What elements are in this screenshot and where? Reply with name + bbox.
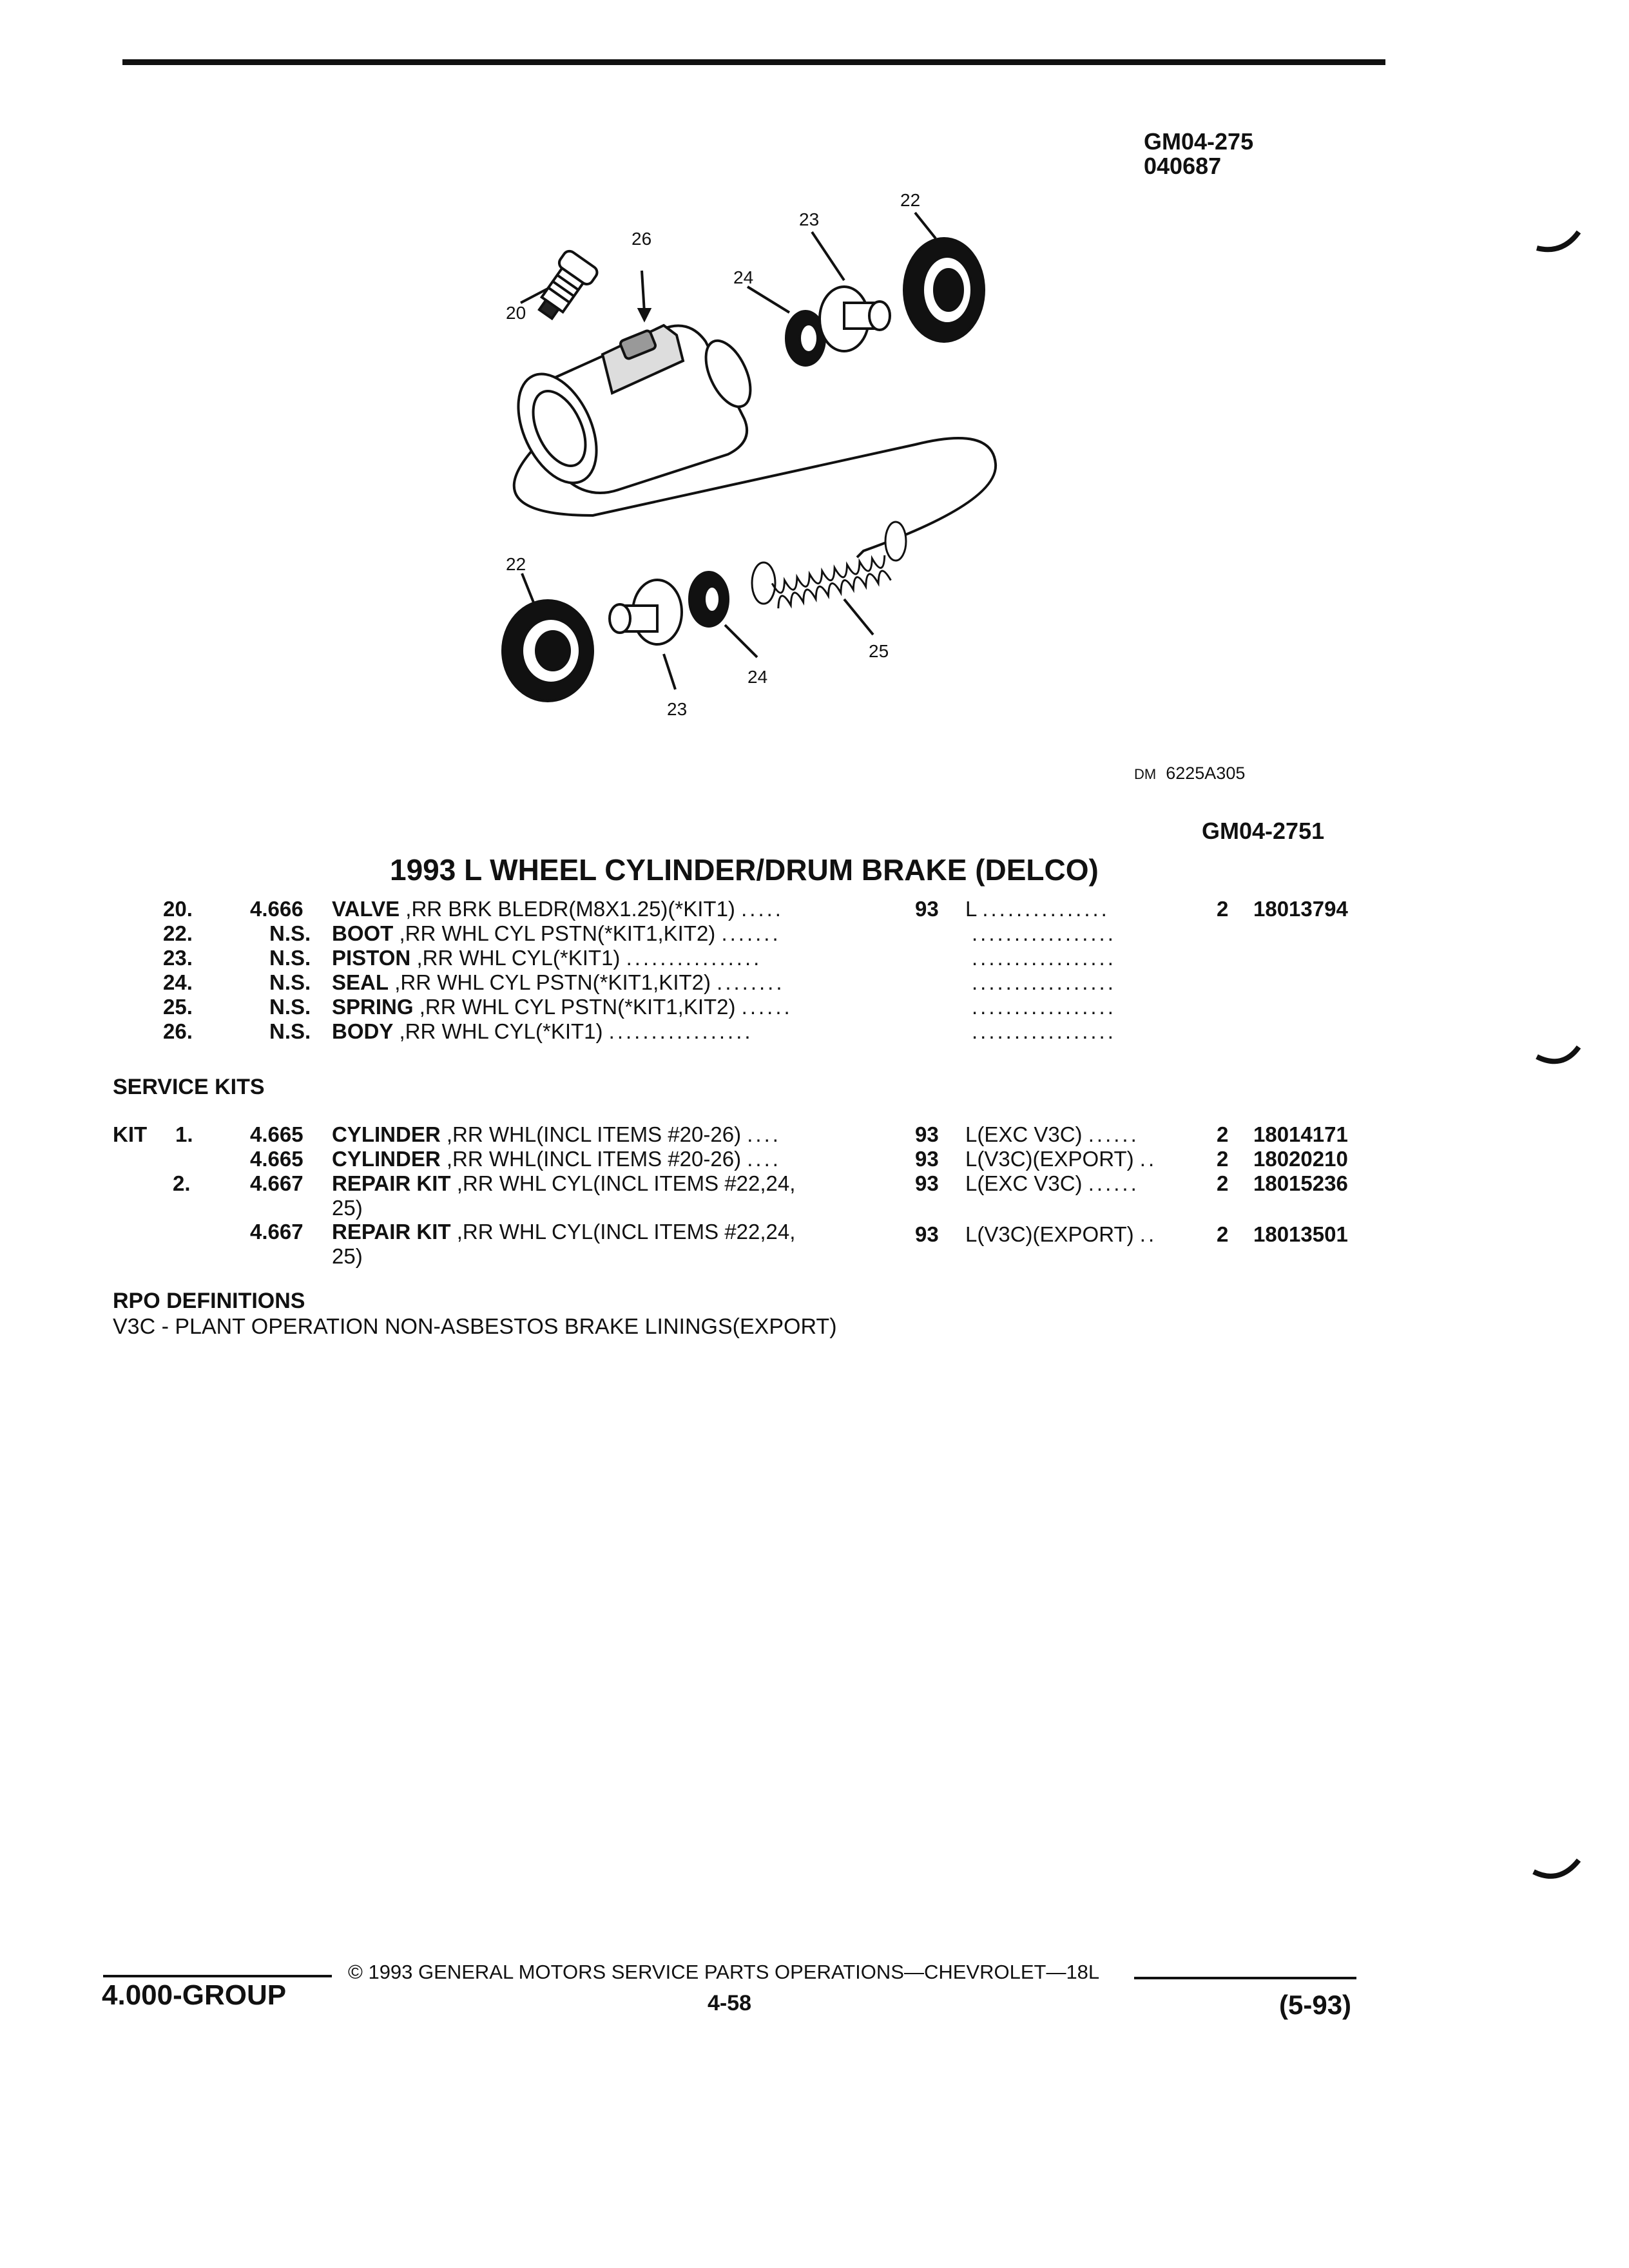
year: 93 [915,1147,939,1171]
bleeder-valve [530,249,599,325]
footer-copyright: © 1993 GENERAL MOTORS SERVICE PARTS OPERATIONS—CHEVROLET—18L [348,1961,1100,1983]
callout-26: 26 [631,229,652,249]
rpo-definition: V3C - PLANT OPERATION NON-ASBESTOS BRAKE LININGS(EXPORT) [113,1314,837,1339]
year: 93 [915,1171,939,1195]
model-dots: ...... [1088,1122,1139,1146]
callout-20: 20 [506,303,526,323]
part-desc: ,RR BRK BLEDR(M8X1.25)(*KIT1) [405,897,735,921]
figure-ref: GM04-275 [1144,128,1254,155]
callout-22: 22 [900,190,921,210]
group-number: N.S. [269,995,311,1019]
footer-date: (5-93) [1279,1990,1352,2020]
quantity: 2 [1217,897,1229,921]
spring [752,522,906,608]
model-dots: ............... [982,897,1110,921]
section-ref: GM04-2751 [1202,818,1325,844]
exploded-diagram [451,180,1057,747]
year: 93 [915,1122,939,1146]
callout-24-lower: 24 [747,667,768,687]
model: L [965,897,977,921]
dm-prefix: DM [1134,766,1157,782]
year: 93 [915,1222,939,1246]
cylinder-body [503,325,760,495]
part-number: 18015236 [1253,1171,1348,1195]
leader-dots: ....... [721,921,781,945]
leader-dots: .... [747,1122,781,1146]
part-desc: ,RR WHL(INCL ITEMS #20-26) [446,1147,742,1171]
item-number: 24. [163,970,193,994]
part-desc: ,RR WHL CYL PSTN(*KIT1,KIT2) [419,995,736,1019]
item-number: 25. [163,995,193,1019]
part-desc: ,RR WHL CYL PSTN(*KIT1,KIT2) [399,921,716,945]
group-number: N.S. [269,946,311,970]
item-number: 22. [163,921,193,945]
item-number: 20. [163,897,193,921]
page-title: 1993 L WHEEL CYLINDER/DRUM BRAKE (DELCO) [390,853,1099,887]
part-name: BODY [332,1019,394,1043]
group-number: N.S. [269,1019,311,1043]
piston-top [820,287,890,351]
part-name: REPAIR KIT [332,1171,451,1195]
model: L(EXC V3C) [965,1171,1083,1195]
leader-dots: .... [747,1147,781,1171]
group-number: N.S. [269,970,311,994]
part-name: PISTON [332,946,411,970]
group-number: N.S. [269,921,311,945]
kit-number: 1. [175,1122,193,1146]
quantity: 2 [1217,1147,1229,1171]
part-number: 18020210 [1253,1147,1348,1171]
part-name: CYLINDER [332,1147,441,1171]
part-desc: ,RR WHL CYL(INCL ITEMS #22,24, [456,1220,796,1244]
model-dots: ................. [972,1019,1116,1043]
part-name: SEAL [332,970,389,994]
piston-bottom [610,580,682,644]
part-desc: ,RR WHL CYL PSTN(*KIT1,KIT2) [394,970,711,994]
leader-dots: ...... [741,995,793,1019]
part-desc: ,RR WHL CYL(*KIT1) [416,946,621,970]
part-name: VALVE [332,897,400,921]
leader-dots: ..... [741,897,784,921]
part-number: 18013501 [1253,1222,1348,1246]
rpo-heading: RPO DEFINITIONS [113,1289,305,1313]
group-number: 4.667 [250,1220,304,1244]
item-number: 26. [163,1019,193,1043]
part-name: SPRING [332,995,414,1019]
year: 93 [915,897,939,921]
part-desc-continued: 25) [332,1244,363,1268]
footer-group: 4.000-GROUP [102,1979,287,2011]
quantity: 2 [1217,1222,1229,1246]
part-desc-continued: 25) [332,1196,363,1220]
part-number: 18013794 [1253,897,1348,921]
dm-code [1134,764,1245,783]
part-name: REPAIR KIT [332,1220,451,1244]
kit-label: KIT [113,1122,148,1146]
model-dots: ................. [972,921,1116,945]
kit-number: 2. [173,1171,191,1195]
model: L(EXC V3C) [965,1122,1083,1146]
footer-page-number: 4-58 [708,1991,752,2015]
part-desc: ,RR WHL CYL(*KIT1) [399,1019,603,1043]
leader-dots: ................. [608,1019,753,1043]
part-name: CYLINDER [332,1122,441,1146]
figure-code: 040687 [1144,153,1222,179]
model: L(V3C)(EXPORT) [965,1147,1134,1171]
group-number: 4.665 [250,1122,304,1146]
margin-mark [1534,226,1585,258]
group-number: 4.665 [250,1147,304,1171]
model-dots: .. [1139,1222,1157,1246]
quantity: 2 [1217,1122,1229,1146]
top-rule [122,59,1385,65]
leader-dots: ........ [717,970,785,994]
footer-rule-left [103,1975,332,1977]
model-dots: .. [1139,1147,1157,1171]
model-dots: ................. [972,946,1116,970]
margin-mark [1530,1852,1585,1891]
margin-mark [1534,1041,1585,1073]
group-number: 4.667 [250,1171,304,1195]
model: L(V3C)(EXPORT) [965,1222,1134,1246]
callout-23-lower: 23 [667,699,688,719]
callout-25: 25 [869,641,889,661]
footer-rule-right [1134,1977,1356,1979]
part-name: BOOT [332,921,394,945]
item-number: 23. [163,946,193,970]
model-dots: ................. [972,970,1116,994]
callout-23: 23 [799,209,820,229]
callout-22-lower: 22 [506,554,526,574]
model-dots: ...... [1088,1171,1139,1195]
leader-dots: ................ [626,946,762,970]
callout-24: 24 [733,267,754,287]
group-number: 4.666 [250,897,304,921]
quantity: 2 [1217,1171,1229,1195]
service-kits-heading: SERVICE KITS [113,1075,265,1099]
model-dots: ................. [972,995,1116,1019]
part-desc: ,RR WHL(INCL ITEMS #20-26) [446,1122,742,1146]
dm-number: 6225A305 [1166,764,1246,783]
part-number: 18014171 [1253,1122,1348,1146]
part-desc: ,RR WHL CYL(INCL ITEMS #22,24, [456,1171,796,1195]
